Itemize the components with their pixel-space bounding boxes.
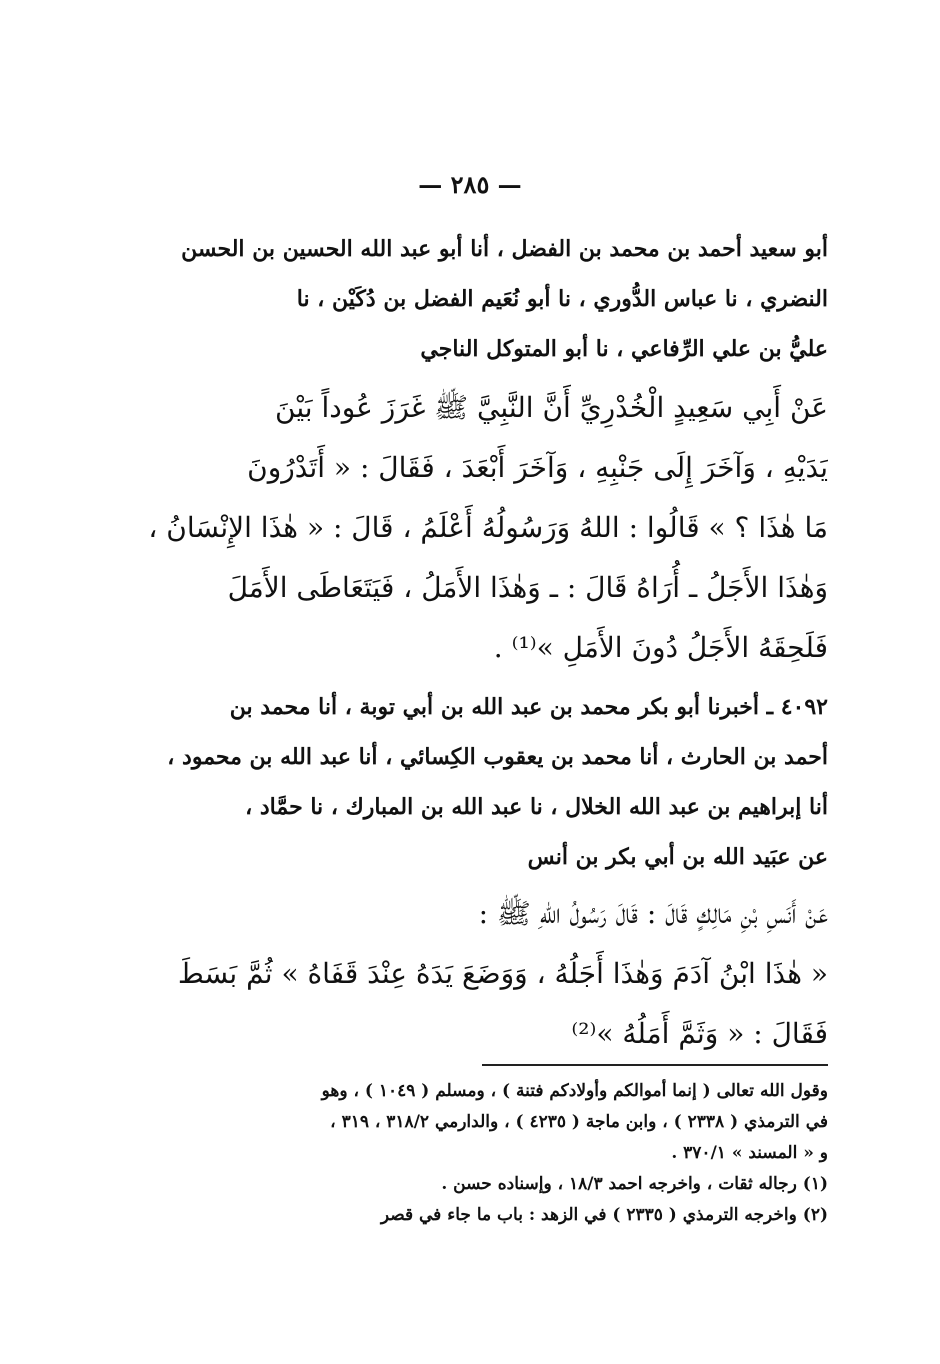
footnote-1: (١) رجاله ثقات ، واخرجه احمد ١٨/٣ ، وإسناده حسن . xyxy=(441,1174,828,1194)
page-number: — ٢٨٥ — xyxy=(418,170,522,199)
footnote-divider xyxy=(482,1064,828,1066)
chain-1-line: عليُّ بن علي الرِّفاعي ، نا أبو المتوكل الناجي xyxy=(420,336,828,362)
hadith-1-line: يَدَيْهِ ، وَآخَرَ إِلَى جَنْبِهِ ، وَآخَرَ أَبْعَدَ ، فَقَالَ : « أَتَدْرُونَ xyxy=(247,451,828,484)
chain-1-line: أبو سعيد أحمد بن محمد بن الفضل ، أنا أبو عبد الله الحسين بن الحسن xyxy=(181,236,828,262)
hadith-2-line: فَقَالَ : « وَثَمَّ أَمَلُهُ »⁽²⁾ xyxy=(571,1017,828,1050)
chain-2-line: أنا إبراهيم بن عبد الله الخلال ، نا عبد الله بن المبارك ، نا حمَّاد ، xyxy=(245,794,828,820)
hadith-2-line: « هٰذَا ابْنُ آدَمَ وَهٰذَا أَجَلُهُ ، وَوَضَعَ يَدَهُ عِنْدَ قَفَاهُ » ثُمَّ بَسَطَ xyxy=(177,957,828,990)
footnote-2: (٢) واخرجه الترمذي ( ٢٣٣٥ ) في الزهد : باب ما جاء في قصر xyxy=(380,1205,828,1225)
hadith-text-2 xyxy=(112,884,828,1064)
chain-1-line: النضري ، نا عباس الدُّوري ، نا أبو نُعَيم الفضل بن دُكَيْن ، نا xyxy=(296,286,828,312)
hadith-text-1 xyxy=(112,378,828,678)
hadith-1-line: فَلَحِقَهُ الأَجَلُ دُونَ الأَمَلِ »⁽¹⁾ . xyxy=(493,631,828,664)
isnad-chain-1 xyxy=(112,224,828,374)
chain-2-line: أحمد بن الحارث ، أنا محمد بن يعقوب الكِسائي ، أنا عبد الله بن محمود ، xyxy=(167,744,828,770)
hadith-1-line: وَهٰذَا الأَجَلُ ـ أُرَاهُ قَالَ : ـ وَهٰذَا الأَمَلُ ، فَيَتَعَاطَى الأَمَلَ xyxy=(227,571,828,604)
chain-2-line: عن عبَيد الله بن أبي بكر بن أنس xyxy=(527,844,828,870)
footnote-line: وقول الله تعالى ( إنما أموالكم وأولادكم فتنة ) ، ومسلم ( ١٠٤٩ ) ، وهو xyxy=(321,1081,828,1101)
isnad-chain-2 xyxy=(112,682,828,882)
footnotes xyxy=(150,1076,828,1231)
chain-2-line: ٤٠٩٢ ـ أخبرنا أبو بكر محمد بن عبد الله بن أبي توبة ، أنا محمد بن xyxy=(229,694,828,720)
footnote-line: في الترمذي ( ٢٣٣٨ ) ، وابن ماجة ( ٤٢٣٥ ) ، والدارمي ٣١٨/٢ ، ٣١٩ ، xyxy=(330,1112,828,1132)
hadith-2-line: عَنْ أَنَسِ بْنِ مَالِكٍ قَالَ : قَالَ رَسُولُ اللهِ ﷺ : xyxy=(478,897,828,930)
footnote-line: و « المسند » ٣٧٠/١ . xyxy=(671,1143,828,1163)
hadith-1-line: مَا هٰذَا ؟ » قَالُوا : اللهُ وَرَسُولُهُ أَعْلَمُ ، قَالَ : « هٰذَا الإِنْسَانُ ، xyxy=(148,511,828,544)
hadith-1-line: عَنْ أَبِي سَعِيدٍ الْخُدْرِيِّ أَنَّ النَّبِيَّ ﷺ غَرَزَ عُوداً بَيْنَ xyxy=(275,391,828,424)
